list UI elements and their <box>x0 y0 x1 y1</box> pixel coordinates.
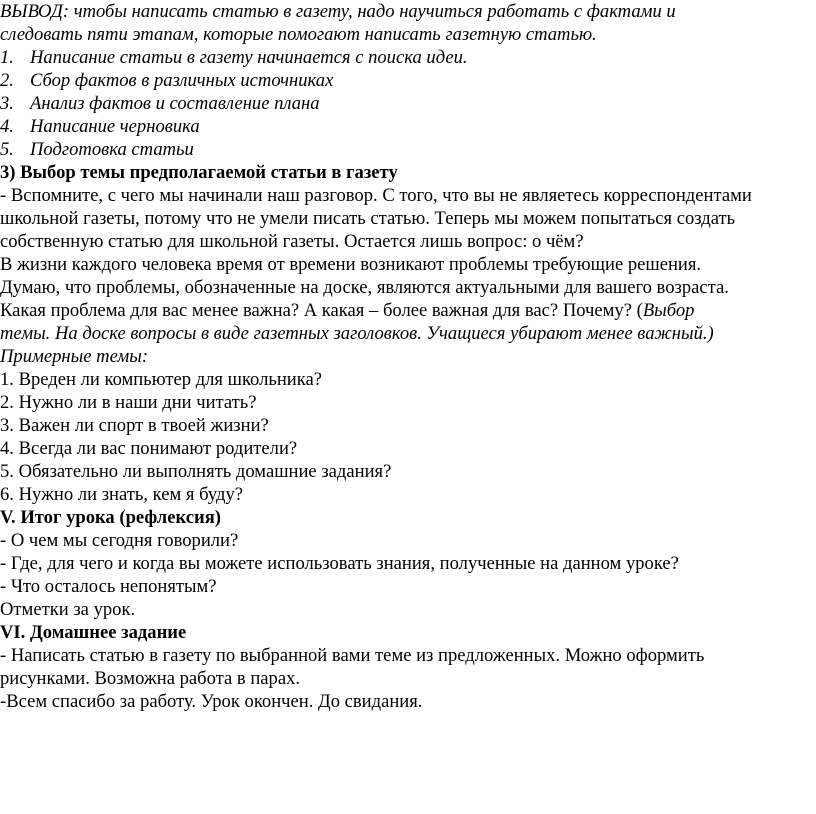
section3-para2-line: Думаю, что проблемы, обозначенные на доске, являются актуальными для вашего возраста. <box>0 277 729 298</box>
conclusion-step <box>0 92 320 115</box>
topic-item: 2. Нужно ли в наши дни читать? <box>0 392 257 413</box>
lesson-marks: Отметки за урок. <box>0 599 136 620</box>
topic-item: 4. Всегда ли вас понимают родители? <box>0 438 298 459</box>
conclusion-intro-line2: следовать пяти этапам, которые помогают написать газетную статью. <box>0 24 597 45</box>
reflection-question: - Что осталось непонятым? <box>0 576 217 597</box>
topic-item: 3. Важен ли спорт в твоей жизни? <box>0 415 269 436</box>
step-text: Подготовка статьи <box>30 139 194 160</box>
section3-para3-line1 <box>0 299 694 322</box>
step-number: 2. <box>0 70 14 91</box>
step-number: 5. <box>0 139 14 160</box>
topic-item: 1. Вреден ли компьютер для школьника? <box>0 369 323 390</box>
step-number: 4. <box>0 116 14 137</box>
conclusion-step <box>0 46 468 69</box>
reflection-question: - Где, для чего и когда вы можете использовать знания, полученные на данном уроке? <box>0 553 679 574</box>
para3-regular-text: Какая проблема для вас менее важна? А какая – более важная для вас? Почему? ( <box>0 300 643 321</box>
step-text: Написание статьи в газету начинается с поиска идеи. <box>30 47 468 68</box>
section3-heading: 3) Выбор темы предполагаемой статьи в газету <box>0 162 398 183</box>
section3-para2-line: В жизни каждого человека время от времени возникают проблемы требующие решения. <box>0 254 702 275</box>
topic-item: 6. Нужно ли знать, кем я буду? <box>0 484 243 505</box>
step-number: 3. <box>0 93 14 114</box>
section3-para1-line: собственную статью для школьной газеты. Остается лишь вопрос: о чём? <box>0 231 584 252</box>
conclusion-step <box>0 138 194 161</box>
section3-para1-line: школьной газеты, потому что не умели писать статью. Теперь мы можем попытаться создать <box>0 208 736 229</box>
topic-item: 5. Обязательно ли выполнять домашние задания? <box>0 461 392 482</box>
para3-italic-text: Выбор <box>642 300 695 321</box>
homework-task-line2: рисунками. Возможна работа в парах. <box>0 668 301 689</box>
reflection-question: - О чем мы сегодня говорили? <box>0 530 239 551</box>
homework-task-line1: - Написать статью в газету по выбранной вами теме из предложенных. Можно оформить <box>0 645 705 666</box>
farewell-text: -Всем спасибо за работу. Урок окончен. До свидания. <box>0 691 423 712</box>
section3-para3-line2: темы. На доске вопросы в виде газетных заголовков. Учащиеся убирают менее важный.) <box>0 323 714 344</box>
step-text: Анализ фактов и составление плана <box>30 93 320 114</box>
conclusion-step <box>0 69 333 92</box>
step-number: 1. <box>0 47 14 68</box>
section3-para1-line: - Вспомните, с чего мы начинали наш разговор. С того, что вы не являетесь корреспондентами <box>0 185 752 206</box>
sample-topics-label: Примерные темы: <box>0 346 149 367</box>
step-text: Написание черновика <box>30 116 200 137</box>
conclusion-step <box>0 115 200 138</box>
step-text: Сбор фактов в различных источниках <box>30 70 334 91</box>
conclusion-intro-line1: ВЫВОД: чтобы написать статью в газету, надо научиться работать с фактами и <box>0 1 676 22</box>
section5-heading: V. Итог урока (рефлексия) <box>0 507 221 528</box>
section6-heading: VI. Домашнее задание <box>0 622 187 643</box>
